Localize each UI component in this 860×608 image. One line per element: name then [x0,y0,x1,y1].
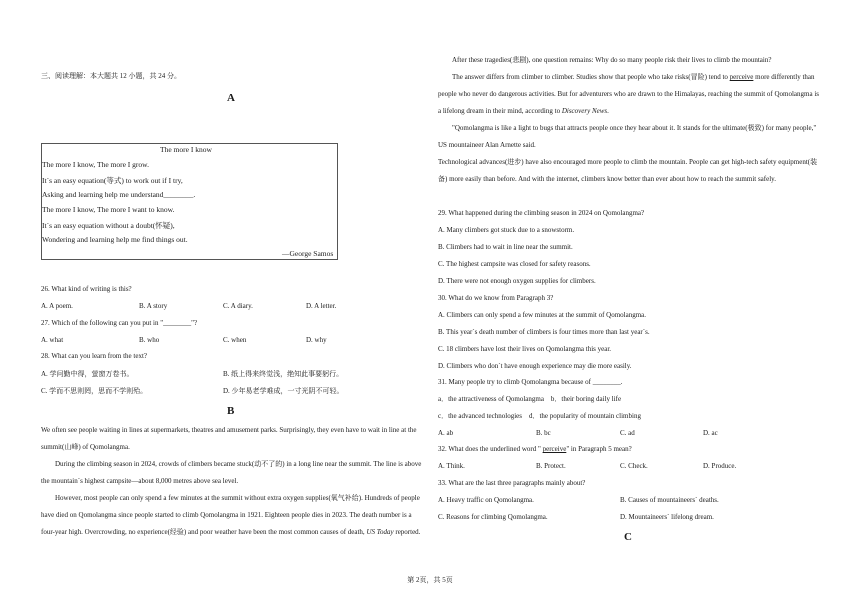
q29-option-a: A. Many climbers got stuck due to a snowstorm. [438,226,575,234]
passage-b-paragraph-2: During the climbing season in 2024, crowds of climbers became stuck(动不了的) in a long line near the summit. The line is above the mountain´s highest campsite—about 8,000 metres above sea level. [41,460,422,485]
question-32: 32. What does the underlined word " perceive" in Paragraph 5 mean? [438,445,632,453]
passage-b-paragraph-3: However, most people can only spend a few minutes at the summit without extra oxygen supplies(氧气补给). Hundreds of people have died on Qomolangma since people started to climb Qomolangma in 1921. Eighteen people dies in 2023. The death number is a four-year high. Overcrowding, no experience(经验) and poor weather have been the most common causes of death, US Today reported. [41,494,421,536]
section-heading: 三、阅读理解：本大题共 12 小题，共 24 分。 [41,72,181,80]
poem-line-5: It´s an easy equation without a doubt(怀疑), [42,221,175,230]
question-33: 33. What are the last three paragraphs mainly about? [438,479,586,487]
q32-option-b: B. Protect. [536,462,566,470]
q28-option-c: C. 学而不思则罔，思而不学则殆。 [41,387,148,395]
q31-option-b: B. bc [536,429,551,437]
poem-box [41,143,338,260]
q27-option-b: B. who [139,336,160,344]
question-26: 26. What kind of writing is this? [41,285,132,293]
q27-option-d: D. why [306,336,327,344]
passage-b-paragraph-6: "Qomolangma is like a light to bugs that attracts people once they hear about it. It stands for the ultimate(极致) for many people," US mountaineer Alan Arnette said. [438,124,817,149]
poem-line-4: The more I know, The more I want to know. [42,205,175,214]
question-29: 29. What happened during the climbing season in 2024 on Qomolangma? [438,209,645,217]
q30-option-b: B. This year´s death number of climbers is four times more than last year´s. [438,328,650,336]
poem-line-2: It´s an easy equation(等式) to work out if I try, [42,176,183,185]
q28-option-a: A. 学问勤中得，萤窗万卷书。 [41,370,134,378]
passage-b-paragraph-1: We often see people waiting in lines at supermarkets, theatres and amusement parks. Surprisingly, they even have to wait in line at the summit(山峰) of Qomolangma. [41,426,417,451]
passage-b-paragraph-5: The answer differs from climber to climber. Studies show that people who take risks(冒险) tend to perceive more differently than people who never do dangerous activities. But for adventurers who are drawn to the Himalayas, reaching the summit of Qomolangma is a lifelong dream in their mind, according to Discovery News. [438,73,820,115]
poem-title: The more I know [160,145,212,154]
question-28: 28. What can you learn from the text? [41,352,147,360]
q32-option-c: C. Check. [620,462,648,470]
q31-option-c: C. ad [620,429,635,437]
passage-b-paragraph-4: After these tragedies(悲剧), one question remains: Why do so many people risk their lives to climb the mountain? [452,56,772,64]
q32-option-d: D. Produce. [703,462,737,470]
passage-a-label: A [227,92,235,104]
question-27: 27. Which of the following can you put in "________"? [41,319,198,327]
passage-b-paragraph-7: Technological advances(进步) have also encouraged more people to climb the mountain. People can get high-tech safety equipment(装备) more easily than before. And with the internet, climbers know better than ever about how to reach the summit safely. [438,158,818,183]
q33-option-d: D. Mountaineers´ lifelong dream. [620,513,714,521]
q28-option-b: B. 纸上得来终觉浅，绝知此事要躬行。 [223,370,344,378]
poem-author: —George Samos [282,249,334,258]
question-31: 31. Many people try to climb Qomolangma because of ________. [438,378,623,386]
underlined-word-perceive: perceive [729,73,754,81]
q30-option-d: D. Climbers who don´t have enough experience may die more easily. [438,362,632,370]
source-discovery-news: Discovery News [561,107,608,115]
source-us-today: US Today [366,528,394,536]
q29-option-d: D. There were not enough oxygen supplies for climbers. [438,277,596,285]
q29-option-c: C. The highest campsite was closed for safety reasons. [438,260,591,268]
q27-option-c: C. when [223,336,247,344]
passage-b-label: B [227,405,235,417]
page-footer: 第 2页，共 5页 [407,576,453,584]
q26-option-b: B. A story [139,302,168,310]
q31-items-cd: c．the advanced technologies d．the popularity of mountain climbing [438,412,641,420]
poem-line-1: The more I know, The more I grow. [42,160,149,169]
q31-option-d: D. ac [703,429,718,437]
q26-option-a: A. A poem. [41,302,73,310]
q27-option-a: A. what [41,336,64,344]
question-30: 30. What do we know from Paragraph 3? [438,294,554,302]
q31-option-a: A. ab [438,429,454,437]
q26-option-c: C. A diary. [223,302,253,310]
q32-underlined-word: perceive [542,445,567,453]
q30-option-a: A. Climbers can only spend a few minutes at the summit of Qomolangma. [438,311,647,319]
q28-option-d: D. 少年易老学难成，一寸光阴不可轻。 [223,387,344,395]
poem-line-3: Asking and learning help me understand________. [42,190,196,199]
q33-option-a: A. Heavy traffic on Qomolangma. [438,496,534,504]
passage-c-label: C [624,531,632,543]
q30-option-c: C. 18 climbers have lost their lives on Qomolangma this year. [438,345,612,353]
q29-option-b: B. Climbers had to wait in line near the summit. [438,243,573,251]
q33-option-b: B. Causes of mountaineers´ deaths. [620,496,719,504]
q26-option-d: D. A letter. [306,302,337,310]
q31-items-ab: a．the attractiveness of Qomolangma b．their boring daily life [438,395,622,403]
poem-line-6: Wondering and learning help me find things out. [42,235,188,244]
q32-option-a: A. Think. [438,462,465,470]
q33-option-c: C. Reasons for climbing Qomolangma. [438,513,548,521]
